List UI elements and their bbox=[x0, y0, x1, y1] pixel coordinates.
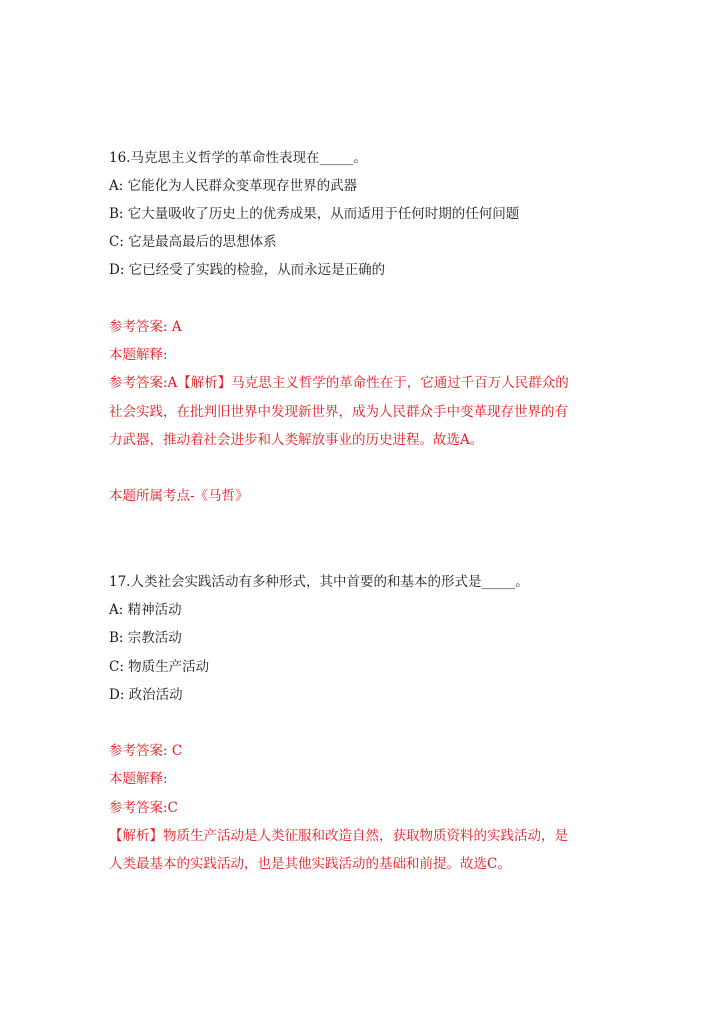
question-16-explain-line: 参考答案:A【解析】马克思主义哲学的革命性在于，它通过千百万人民群众的 bbox=[109, 375, 569, 391]
question-16-stem: 16.马克思主义哲学的革命性表现在_____。 bbox=[109, 150, 367, 166]
question-17-option-d: D: 政治活动 bbox=[109, 687, 183, 703]
question-16-option-c: C: 它是最高最后的思想体系 bbox=[109, 234, 277, 250]
question-16-option-b: B: 它大量吸收了历史上的优秀成果，从而适用于任何时期的任何问题 bbox=[109, 206, 520, 222]
question-16-option-a: A: 它能化为人民群众变革现存世界的武器 bbox=[109, 178, 358, 194]
question-17-stem: 17.人类社会实践活动有多种形式，其中首要的和基本的形式是_____。 bbox=[109, 574, 529, 590]
question-16-topic: 本题所属考点-《马哲》 bbox=[109, 488, 249, 504]
question-16-explain-title: 本题解释: bbox=[109, 347, 168, 363]
question-16-answer: 参考答案: A bbox=[109, 319, 182, 335]
question-16-explain-line: 力武器，推动着社会进步和人类解放事业的历史进程。故选A。 bbox=[109, 432, 484, 448]
question-17-explain-line: 【解析】物质生产活动是人类征服和改造自然，获取物质资料的实践活动，是 bbox=[109, 828, 568, 844]
question-17-option-c: C: 物质生产活动 bbox=[109, 659, 210, 675]
question-17-option-a: A: 精神活动 bbox=[109, 602, 182, 618]
question-17-explain-line: 人类最基本的实践活动，也是其他实践活动的基础和前提。故选C。 bbox=[109, 856, 511, 872]
question-17-option-b: B: 宗教活动 bbox=[109, 630, 182, 646]
question-16-option-d: D: 它已经受了实践的检验，从而永远是正确的 bbox=[109, 262, 386, 278]
question-17-explain-line: 参考答案:C bbox=[109, 800, 178, 816]
question-16-explain-line: 社会实践，在批判旧世界中发现新世界，成为人民群众手中变革现存世界的有 bbox=[109, 404, 568, 420]
question-17-answer: 参考答案: C bbox=[109, 743, 183, 759]
question-17-explain-title: 本题解释: bbox=[109, 771, 168, 787]
